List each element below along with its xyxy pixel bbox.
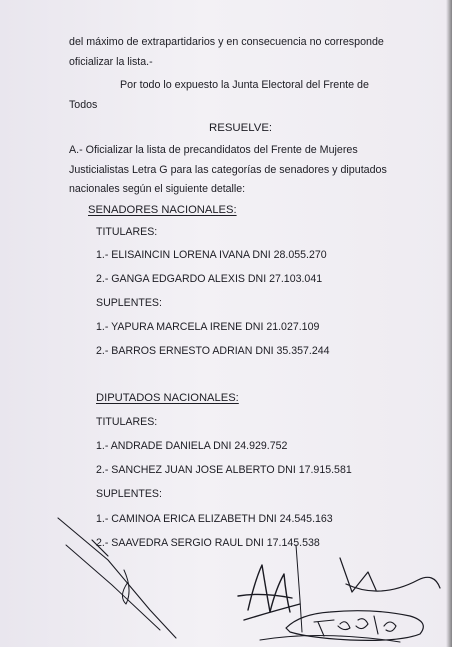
resolve-heading: RESUELVE:: [209, 122, 273, 134]
senadores-titular-2: 2.- GANGA EDGARDO ALEXIS DNI 27.103.041: [96, 273, 323, 285]
signature-2-text: [314, 616, 396, 636]
senadores-titulares-label: TITULARES:: [96, 226, 158, 238]
diputados-titulares-label: TITULARES:: [96, 416, 158, 428]
intro-line-1: del máximo de extrapartidarios y en consecuencia no corresponde: [69, 36, 384, 48]
senadores-titular-1: 1.- ELISAINCIN LORENA IVANA DNI 28.055.270: [96, 249, 327, 261]
diputados-heading: DIPUTADOS NACIONALES:: [96, 392, 239, 404]
article-a-line-3: nacionales según el siguiente detalle:: [69, 183, 246, 195]
article-a-line-2: Justicialistas Letra G para las categorías de senadores y diputados: [69, 164, 387, 176]
diputados-titular-1: 1.- ANDRADE DANIELA DNI 24.929.752: [96, 440, 288, 452]
page-edge-shadow: [446, 0, 452, 647]
strike-stroke-2: [66, 545, 160, 630]
strike-loop: [122, 570, 129, 604]
diputados-titular-2: 2.- SANCHEZ JUAN JOSE ALBERTO DNI 17.915.581: [96, 464, 352, 476]
senadores-suplente-1: 1.- YAPURA MARCELA IRENE DNI 21.027.109: [96, 321, 320, 333]
strike-stroke-1: [58, 518, 176, 638]
signature-1: [238, 565, 300, 620]
intro-line-2: oficializar la lista.-: [69, 56, 153, 68]
article-a-line-1: A.- Oficializar la lista de precandidatos del Frente de Mujeres: [69, 144, 358, 156]
diputados-suplente-1: 1.- CAMINOA ERICA ELIZABETH DNI 24.545.163: [96, 513, 333, 525]
senadores-suplentes-label: SUPLENTES:: [96, 297, 162, 309]
diputados-suplentes-label: SUPLENTES:: [96, 488, 162, 500]
diputados-suplente-2: 2.- SAAVEDRA SERGIO RAUL DNI 17.145.538: [96, 537, 320, 549]
intro-line-3: Por todo lo expuesto la Junta Electoral del Frente de: [120, 79, 369, 91]
senadores-suplente-2: 2.- BARROS ERNESTO ADRIAN DNI 35.357.244: [96, 345, 330, 357]
signature-2-upper: [340, 558, 440, 592]
senadores-heading: SENADORES NACIONALES:: [88, 204, 237, 216]
intro-line-4: Todos: [69, 99, 98, 111]
